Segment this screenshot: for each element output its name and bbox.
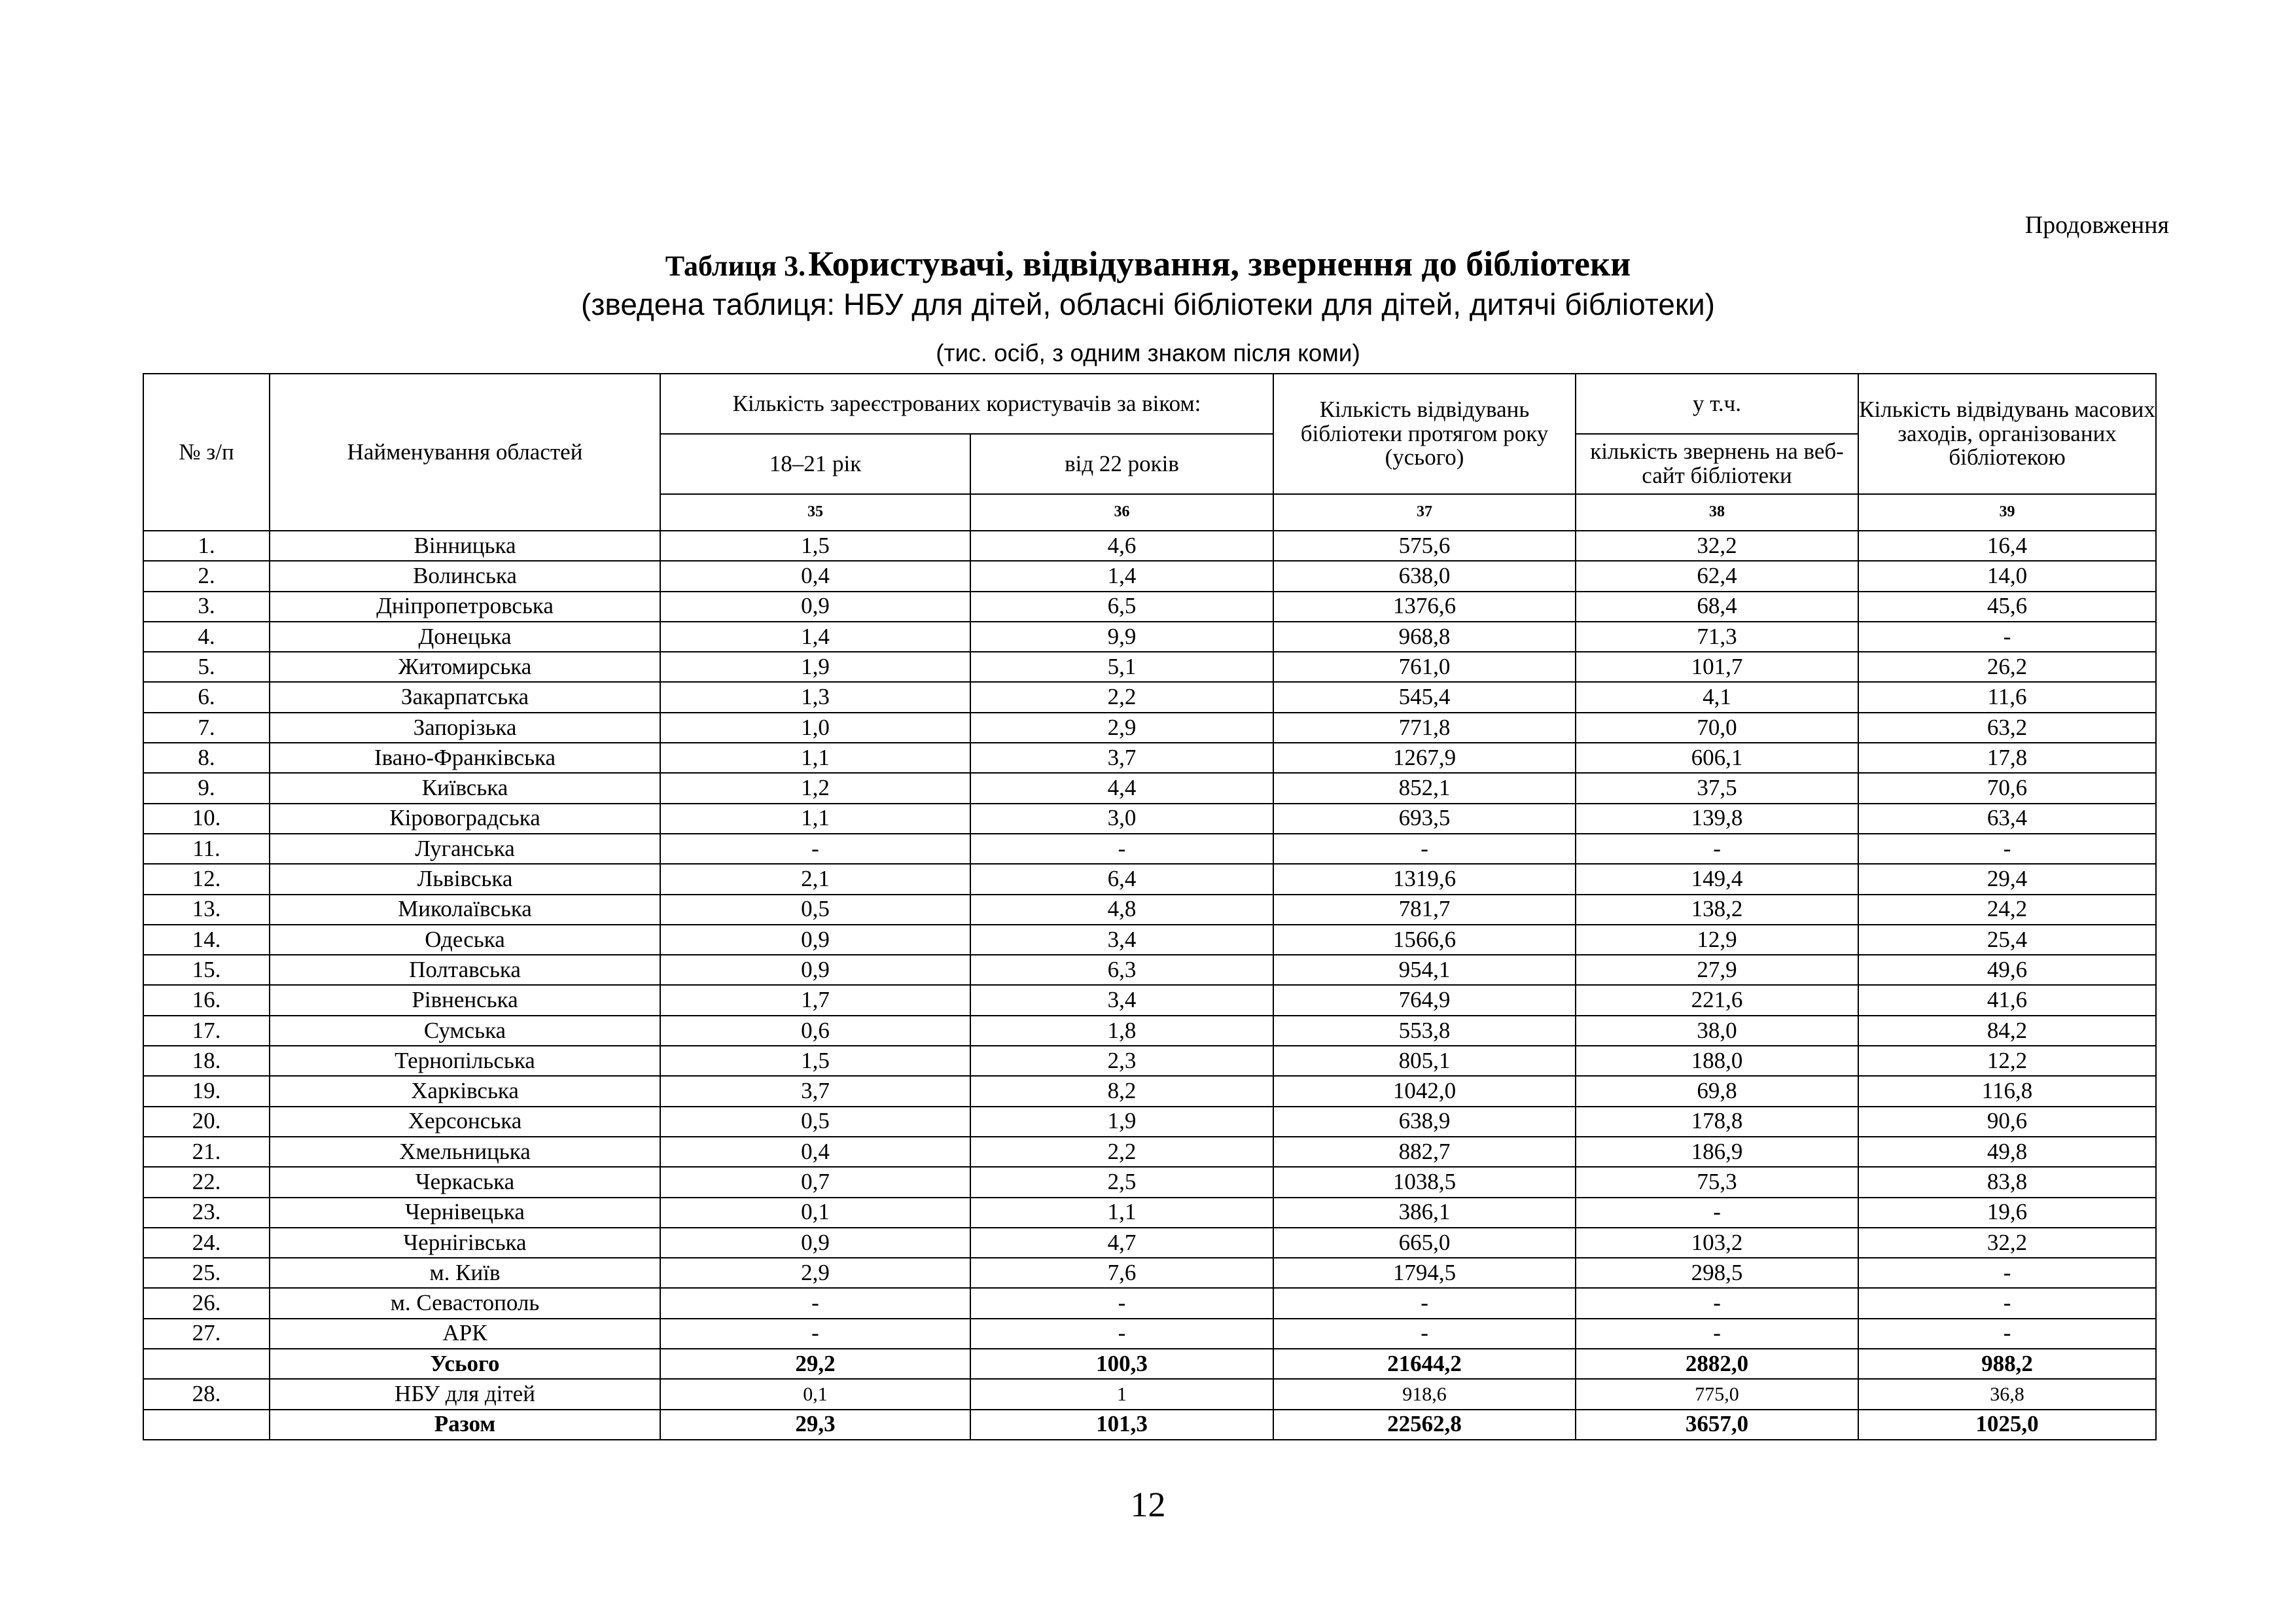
region-name: м. Київ	[270, 1258, 660, 1288]
table-row	[143, 895, 2156, 925]
nbu-row	[143, 1379, 2156, 1409]
row-number: 27.	[143, 1319, 270, 1349]
region-name: Кіровоградська	[270, 804, 660, 834]
column-number: 37	[1273, 494, 1576, 531]
cell-col-38: 178,8	[1576, 1107, 1858, 1137]
header-region-name: Найменування областей	[270, 374, 660, 531]
table-row	[143, 622, 2156, 652]
cell-col-38: 103,2	[1576, 1228, 1858, 1258]
region-name: Херсонська	[270, 1107, 660, 1137]
region-name: Волинська	[270, 561, 660, 591]
cell-col-36: 2,2	[970, 1137, 1273, 1167]
cell-col-39: 19,6	[1858, 1198, 2156, 1228]
row-number: 8.	[143, 743, 270, 773]
header-including: у т.ч.	[1576, 374, 1858, 434]
cell-col-38: 4,1	[1576, 682, 1858, 712]
cell-col-36: 100,3	[970, 1349, 1273, 1379]
cell-col-36: 1,9	[970, 1107, 1273, 1137]
region-name: Тернопільська	[270, 1046, 660, 1076]
row-number: 26.	[143, 1288, 270, 1318]
cell-col-39: 41,6	[1858, 985, 2156, 1015]
row-number: 2.	[143, 561, 270, 591]
cell-col-37: 968,8	[1273, 622, 1576, 652]
table-row	[143, 1258, 2156, 1288]
cell-col-38: 3657,0	[1576, 1410, 1858, 1440]
table-row	[143, 682, 2156, 712]
cell-col-36: -	[970, 834, 1273, 864]
cell-col-39: 36,8	[1858, 1379, 2156, 1409]
cell-col-38: 37,5	[1576, 773, 1858, 803]
region-name: Львівська	[270, 864, 660, 894]
cell-col-39: 14,0	[1858, 561, 2156, 591]
cell-col-39: -	[1858, 834, 2156, 864]
cell-col-36: 4,4	[970, 773, 1273, 803]
region-name: Житомирська	[270, 652, 660, 682]
cell-col-37: 386,1	[1273, 1198, 1576, 1228]
cell-col-37: 781,7	[1273, 895, 1576, 925]
region-name: Вінницька	[270, 531, 660, 561]
cell-col-36: 2,3	[970, 1046, 1273, 1076]
table-header	[143, 374, 2156, 531]
cell-col-36: -	[970, 1319, 1273, 1349]
table-row	[143, 713, 2156, 743]
cell-col-37: -	[1273, 834, 1576, 864]
cell-col-35: 0,1	[660, 1198, 970, 1228]
cell-col-36: 9,9	[970, 622, 1273, 652]
region-name: АРК	[270, 1319, 660, 1349]
cell-col-39: 32,2	[1858, 1228, 2156, 1258]
cell-col-39: 84,2	[1858, 1016, 2156, 1046]
cell-col-37: 761,0	[1273, 652, 1576, 682]
statistics-table	[143, 373, 2157, 1440]
region-name: Одеська	[270, 925, 660, 955]
table-row	[143, 834, 2156, 864]
cell-col-37: 21644,2	[1273, 1349, 1576, 1379]
cell-col-35: 0,5	[660, 1107, 970, 1137]
cell-col-39: 49,8	[1858, 1137, 2156, 1167]
region-name: Чернігівська	[270, 1228, 660, 1258]
row-number: 18.	[143, 1046, 270, 1076]
row-number: 20.	[143, 1107, 270, 1137]
region-name: Чернівецька	[270, 1198, 660, 1228]
cell-col-36: 2,9	[970, 713, 1273, 743]
table-title-prefix: Таблиця 3.	[665, 250, 806, 282]
cell-col-39: 49,6	[1858, 955, 2156, 985]
column-number: 39	[1858, 494, 2156, 531]
region-name: Миколаївська	[270, 895, 660, 925]
cell-col-38: 221,6	[1576, 985, 1858, 1015]
table-row	[143, 1046, 2156, 1076]
cell-col-35: -	[660, 1288, 970, 1318]
grand-total-row	[143, 1410, 2156, 1440]
cell-col-37: 764,9	[1273, 985, 1576, 1015]
cell-col-37: 638,9	[1273, 1107, 1576, 1137]
table-row	[143, 743, 2156, 773]
cell-col-36: 5,1	[970, 652, 1273, 682]
cell-col-38: 188,0	[1576, 1046, 1858, 1076]
cell-col-39: 26,2	[1858, 652, 2156, 682]
header-mass-events: Кількість відвідувань масових заходів, організованих бібліотекою	[1858, 374, 2156, 494]
table-row	[143, 1107, 2156, 1137]
cell-col-36: 6,5	[970, 592, 1273, 622]
cell-col-37: 852,1	[1273, 773, 1576, 803]
cell-col-39: 63,2	[1858, 713, 2156, 743]
cell-col-37: 638,0	[1273, 561, 1576, 591]
cell-col-38: 138,2	[1576, 895, 1858, 925]
cell-col-35: 0,6	[660, 1016, 970, 1046]
cell-col-39: 29,4	[1858, 864, 2156, 894]
region-name: НБУ для дітей	[270, 1379, 660, 1409]
row-number: 21.	[143, 1137, 270, 1167]
column-number: 38	[1576, 494, 1858, 531]
cell-col-35: 1,0	[660, 713, 970, 743]
cell-col-35: 0,9	[660, 1228, 970, 1258]
cell-col-39: -	[1858, 1258, 2156, 1288]
cell-col-35: 0,4	[660, 1137, 970, 1167]
cell-col-35: -	[660, 834, 970, 864]
table-row	[143, 773, 2156, 803]
cell-col-36: -	[970, 1288, 1273, 1318]
header-visits-total: Кількість відвідувань бібліотеки протягом року (усього)	[1273, 374, 1576, 494]
cell-col-36: 4,6	[970, 531, 1273, 561]
row-number: 11.	[143, 834, 270, 864]
row-number: 12.	[143, 864, 270, 894]
cell-col-39: 45,6	[1858, 592, 2156, 622]
cell-col-37: 1042,0	[1273, 1076, 1576, 1106]
row-number: 19.	[143, 1076, 270, 1106]
cell-col-35: 1,1	[660, 804, 970, 834]
cell-col-35: 0,5	[660, 895, 970, 925]
cell-col-37: 771,8	[1273, 713, 1576, 743]
row-number: 13.	[143, 895, 270, 925]
cell-col-36: 101,3	[970, 1410, 1273, 1440]
table-row	[143, 1076, 2156, 1106]
cell-col-38: 101,7	[1576, 652, 1858, 682]
total-row	[143, 1349, 2156, 1379]
cell-col-36: 1,4	[970, 561, 1273, 591]
cell-col-35: 1,3	[660, 682, 970, 712]
cell-col-38: 606,1	[1576, 743, 1858, 773]
cell-col-39: 988,2	[1858, 1349, 2156, 1379]
cell-col-35: -	[660, 1319, 970, 1349]
cell-col-38: 139,8	[1576, 804, 1858, 834]
cell-col-35: 1,4	[660, 622, 970, 652]
cell-col-39: 17,8	[1858, 743, 2156, 773]
table-row	[143, 1137, 2156, 1167]
header-website-requests: кількість звернень на веб-сайт бібліотеки	[1576, 434, 1858, 494]
cell-col-37: 882,7	[1273, 1137, 1576, 1167]
table-row	[143, 652, 2156, 682]
table-row	[143, 531, 2156, 561]
cell-col-38: 62,4	[1576, 561, 1858, 591]
cell-col-39: 63,4	[1858, 804, 2156, 834]
region-name: Черкаська	[270, 1167, 660, 1197]
header-num: № з/п	[143, 374, 270, 531]
region-name: Разом	[270, 1410, 660, 1440]
cell-col-39: 83,8	[1858, 1167, 2156, 1197]
cell-col-39: -	[1858, 1288, 2156, 1318]
cell-col-37: 693,5	[1273, 804, 1576, 834]
cell-col-39: 16,4	[1858, 531, 2156, 561]
row-number: 15.	[143, 955, 270, 985]
cell-col-37: 553,8	[1273, 1016, 1576, 1046]
region-name: Луганська	[270, 834, 660, 864]
cell-col-36: 3,4	[970, 985, 1273, 1015]
row-number: 5.	[143, 652, 270, 682]
cell-col-37: 1376,6	[1273, 592, 1576, 622]
cell-col-37: 22562,8	[1273, 1410, 1576, 1440]
cell-col-38: 12,9	[1576, 925, 1858, 955]
cell-col-37: 805,1	[1273, 1046, 1576, 1076]
table-row	[143, 1319, 2156, 1349]
cell-col-37: -	[1273, 1288, 1576, 1318]
table-row	[143, 592, 2156, 622]
cell-col-35: 29,2	[660, 1349, 970, 1379]
cell-col-35: 3,7	[660, 1076, 970, 1106]
table-row	[143, 1228, 2156, 1258]
table-body	[143, 531, 2156, 1440]
cell-col-38: 186,9	[1576, 1137, 1858, 1167]
cell-col-36: 6,4	[970, 864, 1273, 894]
cell-col-37: 665,0	[1273, 1228, 1576, 1258]
cell-col-37: 954,1	[1273, 955, 1576, 985]
cell-col-39: 1025,0	[1858, 1410, 2156, 1440]
row-number: 16.	[143, 985, 270, 1015]
cell-col-39: 25,4	[1858, 925, 2156, 955]
cell-col-36: 4,8	[970, 895, 1273, 925]
row-number	[143, 1410, 270, 1440]
cell-col-36: 3,7	[970, 743, 1273, 773]
row-number: 9.	[143, 773, 270, 803]
region-name: Закарпатська	[270, 682, 660, 712]
cell-col-36: 1	[970, 1379, 1273, 1409]
cell-col-38: 32,2	[1576, 531, 1858, 561]
cell-col-38: -	[1576, 1198, 1858, 1228]
continuation-label: Продовження	[2024, 211, 2169, 239]
region-name: м. Севастополь	[270, 1288, 660, 1318]
cell-col-38: 298,5	[1576, 1258, 1858, 1288]
table-title	[0, 243, 2296, 284]
row-number: 7.	[143, 713, 270, 743]
row-number	[143, 1349, 270, 1379]
cell-col-38: 69,8	[1576, 1076, 1858, 1106]
column-number: 36	[970, 494, 1273, 531]
cell-col-35: 0,9	[660, 955, 970, 985]
region-name: Дніпропетровська	[270, 592, 660, 622]
cell-col-39: 24,2	[1858, 895, 2156, 925]
cell-col-35: 1,9	[660, 652, 970, 682]
cell-col-38: 38,0	[1576, 1016, 1858, 1046]
cell-col-35: 0,9	[660, 592, 970, 622]
cell-col-36: 3,4	[970, 925, 1273, 955]
cell-col-38: 70,0	[1576, 713, 1858, 743]
cell-col-35: 0,9	[660, 925, 970, 955]
cell-col-37: 1319,6	[1273, 864, 1576, 894]
cell-col-36: 1,8	[970, 1016, 1273, 1046]
cell-col-39: 12,2	[1858, 1046, 2156, 1076]
cell-col-35: 0,4	[660, 561, 970, 591]
cell-col-35: 29,3	[660, 1410, 970, 1440]
region-name: Запорізька	[270, 713, 660, 743]
table-units-note: (тис. осіб, з одним знаком після коми)	[936, 340, 1360, 366]
cell-col-37: 1566,6	[1273, 925, 1576, 955]
cell-col-39: 11,6	[1858, 682, 2156, 712]
region-name: Сумська	[270, 1016, 660, 1046]
header-age-22-plus: від 22 років	[970, 434, 1273, 494]
cell-col-36: 8,2	[970, 1076, 1273, 1106]
row-number: 14.	[143, 925, 270, 955]
region-name: Донецька	[270, 622, 660, 652]
cell-col-38: 149,4	[1576, 864, 1858, 894]
table-row	[143, 925, 2156, 955]
cell-col-39: 116,8	[1858, 1076, 2156, 1106]
row-number: 22.	[143, 1167, 270, 1197]
cell-col-35: 2,1	[660, 864, 970, 894]
table-row	[143, 1016, 2156, 1046]
cell-col-38: 71,3	[1576, 622, 1858, 652]
cell-col-38: -	[1576, 834, 1858, 864]
table-row	[143, 1167, 2156, 1197]
cell-col-39: -	[1858, 1319, 2156, 1349]
cell-col-36: 7,6	[970, 1258, 1273, 1288]
cell-col-38: -	[1576, 1319, 1858, 1349]
cell-col-37: 1038,5	[1273, 1167, 1576, 1197]
cell-col-35: 1,5	[660, 1046, 970, 1076]
cell-col-38: 27,9	[1576, 955, 1858, 985]
cell-col-37: 1794,5	[1273, 1258, 1576, 1288]
table-row	[143, 561, 2156, 591]
cell-col-37: 545,4	[1273, 682, 1576, 712]
table-row	[143, 955, 2156, 985]
row-number: 28.	[143, 1379, 270, 1409]
cell-col-36: 2,2	[970, 682, 1273, 712]
table-row	[143, 1198, 2156, 1228]
region-name: Івано-Франківська	[270, 743, 660, 773]
header-registered-users: Кількість зареєстрованих користувачів за віком:	[660, 374, 1273, 434]
row-number: 17.	[143, 1016, 270, 1046]
row-number: 6.	[143, 682, 270, 712]
cell-col-36: 6,3	[970, 955, 1273, 985]
cell-col-38: 2882,0	[1576, 1349, 1858, 1379]
cell-col-37: 575,6	[1273, 531, 1576, 561]
region-name: Рівненська	[270, 985, 660, 1015]
cell-col-35: 1,2	[660, 773, 970, 803]
row-number: 4.	[143, 622, 270, 652]
table-subtitle: (зведена таблиця: НБУ для дітей, обласні бібліотеки для дітей, дитячі бібліотеки)	[581, 287, 1715, 321]
region-name: Харківська	[270, 1076, 660, 1106]
cell-col-35: 1,5	[660, 531, 970, 561]
cell-col-35: 2,9	[660, 1258, 970, 1288]
column-number: 35	[660, 494, 970, 531]
row-number: 25.	[143, 1258, 270, 1288]
cell-col-37: 918,6	[1273, 1379, 1576, 1409]
table-row	[143, 985, 2156, 1015]
cell-col-39: -	[1858, 622, 2156, 652]
cell-col-35: 1,7	[660, 985, 970, 1015]
cell-col-38: 75,3	[1576, 1167, 1858, 1197]
region-name: Хмельницька	[270, 1137, 660, 1167]
cell-col-36: 2,5	[970, 1167, 1273, 1197]
cell-col-35: 1,1	[660, 743, 970, 773]
row-number: 3.	[143, 592, 270, 622]
cell-col-36: 1,1	[970, 1198, 1273, 1228]
region-name: Київська	[270, 773, 660, 803]
cell-col-37: 1267,9	[1273, 743, 1576, 773]
cell-col-36: 3,0	[970, 804, 1273, 834]
cell-col-38: 775,0	[1576, 1379, 1858, 1409]
row-number: 10.	[143, 804, 270, 834]
cell-col-38: 68,4	[1576, 592, 1858, 622]
table-row	[143, 804, 2156, 834]
region-name: Усього	[270, 1349, 660, 1379]
row-number: 1.	[143, 531, 270, 561]
table-row	[143, 1288, 2156, 1318]
page-number: 12	[1130, 1485, 1166, 1524]
table-title-main: Користувачі, відвідування, звернення до бібліотеки	[808, 244, 1631, 283]
cell-col-36: 4,7	[970, 1228, 1273, 1258]
header-age-18-21: 18–21 рік	[660, 434, 970, 494]
cell-col-39: 70,6	[1858, 773, 2156, 803]
cell-col-37: -	[1273, 1319, 1576, 1349]
region-name: Полтавська	[270, 955, 660, 985]
row-number: 23.	[143, 1198, 270, 1228]
cell-col-39: 90,6	[1858, 1107, 2156, 1137]
row-number: 24.	[143, 1228, 270, 1258]
cell-col-38: -	[1576, 1288, 1858, 1318]
table-row	[143, 864, 2156, 894]
cell-col-35: 0,7	[660, 1167, 970, 1197]
cell-col-35: 0,1	[660, 1379, 970, 1409]
